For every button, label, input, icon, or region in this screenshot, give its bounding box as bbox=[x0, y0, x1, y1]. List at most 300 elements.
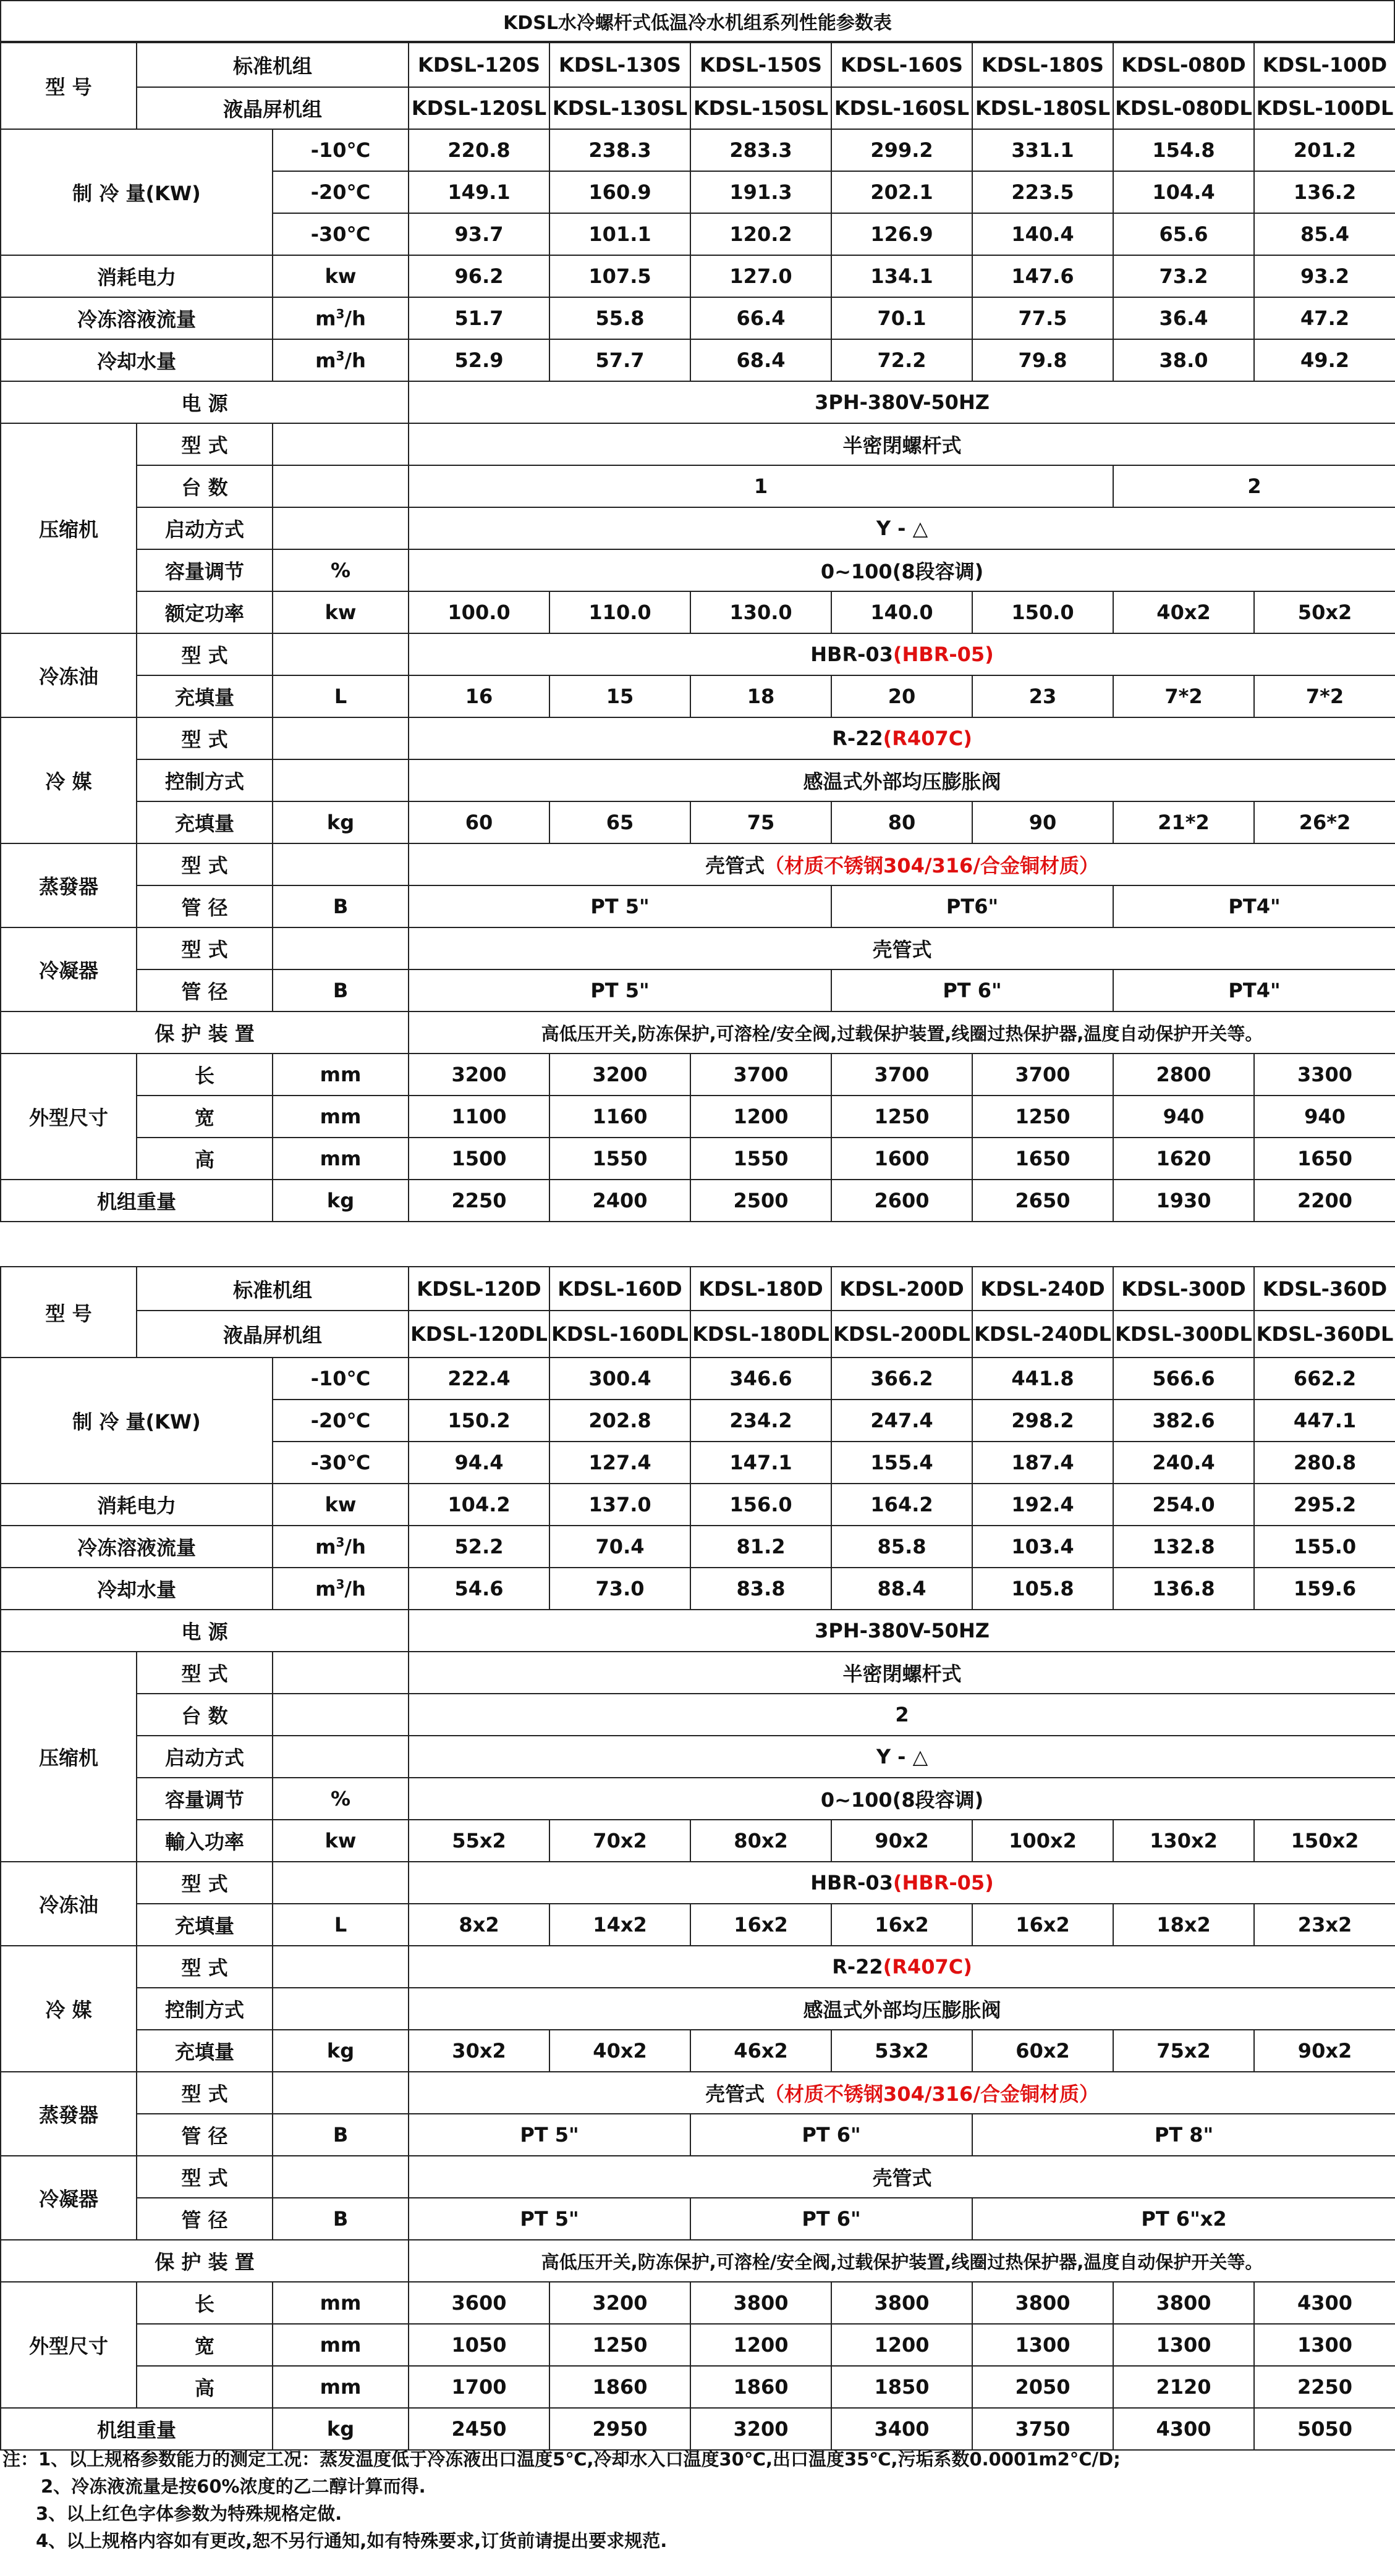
cool20-0: 149.1 bbox=[409, 171, 549, 213]
cool30-2: 147.1 bbox=[690, 1442, 831, 1484]
start-label: 启动方式 bbox=[137, 507, 273, 549]
table-row bbox=[1, 549, 1395, 591]
temp-10: -10℃ bbox=[273, 129, 409, 171]
type-label: 型 式 bbox=[137, 1946, 273, 1988]
cool10-1: 238.3 bbox=[549, 129, 690, 171]
compressor-label: 压缩机 bbox=[1, 1652, 137, 1862]
water-5: 38.0 bbox=[1113, 339, 1254, 381]
brine-1: 55.8 bbox=[549, 297, 690, 339]
weight-6: 2200 bbox=[1254, 1180, 1395, 1222]
evap-type bbox=[409, 843, 1395, 885]
oil-fill-5: 7*2 bbox=[1113, 675, 1254, 717]
table-row bbox=[1, 1820, 1395, 1862]
unit-mm: mm bbox=[273, 2282, 409, 2324]
standard-model-3: KDSL-160S bbox=[831, 43, 972, 87]
unit-kw: kw bbox=[273, 1484, 409, 1526]
count-b: 2 bbox=[1113, 465, 1395, 507]
ref-fill-6: 90x2 bbox=[1254, 2030, 1395, 2072]
length-2: 3700 bbox=[690, 1054, 831, 1096]
table-row bbox=[1, 507, 1395, 549]
cool10-2: 283.3 bbox=[690, 129, 831, 171]
table-row bbox=[1, 1222, 1395, 1264]
oil-fill-1: 14x2 bbox=[549, 1904, 690, 1946]
cool20-4: 298.2 bbox=[972, 1400, 1113, 1442]
lcd-label: 液晶屏机组 bbox=[137, 87, 409, 129]
cool10-6: 201.2 bbox=[1254, 129, 1395, 171]
brine-2: 66.4 bbox=[690, 297, 831, 339]
water-0: 52.9 bbox=[409, 339, 549, 381]
cool10-3: 299.2 bbox=[831, 129, 972, 171]
table-row bbox=[1, 1484, 1395, 1526]
fill-label: 充填量 bbox=[137, 801, 273, 843]
width-3: 1200 bbox=[831, 2324, 972, 2366]
oil-fill-0: 16 bbox=[409, 675, 549, 717]
water-2: 68.4 bbox=[690, 339, 831, 381]
brine-6: 155.0 bbox=[1254, 1526, 1395, 1568]
pipe-label: 管 径 bbox=[137, 2198, 273, 2240]
table-row bbox=[1, 339, 1395, 381]
table-row bbox=[1, 1054, 1395, 1096]
oil-label: 冷冻油 bbox=[1, 633, 137, 717]
ref-fill-5: 21*2 bbox=[1113, 801, 1254, 843]
protection-label: 保 护 装 置 bbox=[1, 1011, 409, 1054]
ref-type bbox=[409, 717, 1395, 759]
lcd-model-4: KDSL-240DL bbox=[972, 1311, 1113, 1358]
brine-6: 47.2 bbox=[1254, 297, 1395, 339]
table-row bbox=[1, 1138, 1395, 1180]
cool30-0: 93.7 bbox=[409, 213, 549, 255]
height-5: 1620 bbox=[1113, 1138, 1254, 1180]
control: 感温式外部均压膨胀阀 bbox=[409, 759, 1395, 801]
dimensions-label: 外型尺寸 bbox=[1, 2282, 137, 2408]
length-5: 2800 bbox=[1113, 1054, 1254, 1096]
brine-4: 103.4 bbox=[972, 1526, 1113, 1568]
empty-unit bbox=[273, 843, 409, 885]
empty-unit bbox=[273, 633, 409, 675]
evap-pipe-1: PT 6" bbox=[690, 2114, 972, 2156]
power-1: 107.5 bbox=[549, 255, 690, 297]
evaporator-label: 蒸發器 bbox=[1, 843, 137, 927]
cool10-2: 346.6 bbox=[690, 1358, 831, 1400]
width-label: 宽 bbox=[137, 1096, 273, 1138]
empty-unit bbox=[273, 2072, 409, 2114]
lcd-model-1: KDSL-130SL bbox=[549, 87, 690, 129]
temp-20: -20℃ bbox=[273, 171, 409, 213]
note-3: 3、以上红色字体参数为特殊规格定做. bbox=[36, 2503, 342, 2524]
water-5: 136.8 bbox=[1113, 1568, 1254, 1610]
table-row bbox=[1, 1652, 1395, 1694]
unit-sup: 3 bbox=[336, 1576, 345, 1592]
start-method: Y - △ bbox=[409, 507, 1395, 549]
cool30-4: 140.4 bbox=[972, 213, 1113, 255]
standard-model-1: KDSL-130S bbox=[549, 43, 690, 87]
unit-base: m bbox=[315, 306, 336, 331]
rated-power-3: 90x2 bbox=[831, 1820, 972, 1862]
oil-fill-0: 8x2 bbox=[409, 1904, 549, 1946]
count-a: 1 bbox=[409, 465, 1113, 507]
width-2: 1200 bbox=[690, 1096, 831, 1138]
unit-m3h bbox=[273, 297, 409, 339]
table-row bbox=[1, 2030, 1395, 2072]
cool20-6: 447.1 bbox=[1254, 1400, 1395, 1442]
table-row bbox=[1, 717, 1395, 759]
standard-model-0: KDSL-120D bbox=[409, 1267, 549, 1311]
unit-percent: % bbox=[273, 549, 409, 591]
power-4: 147.6 bbox=[972, 255, 1113, 297]
cool10-6: 662.2 bbox=[1254, 1358, 1395, 1400]
ref-fill-2: 46x2 bbox=[690, 2030, 831, 2072]
unit-m3h bbox=[273, 339, 409, 381]
fill-label: 充填量 bbox=[137, 675, 273, 717]
rated-power-4: 150.0 bbox=[972, 591, 1113, 633]
voltage: 3PH-380V-50HZ bbox=[409, 381, 1395, 423]
condenser-label: 冷凝器 bbox=[1, 2156, 137, 2240]
oil-fill-1: 15 bbox=[549, 675, 690, 717]
comp-type: 半密閉螺杆式 bbox=[409, 1652, 1395, 1694]
ref-fill-5: 75x2 bbox=[1113, 2030, 1254, 2072]
length-1: 3200 bbox=[549, 2282, 690, 2324]
evap-type-special: （材质不锈钢304/316/合金铜材质） bbox=[765, 2082, 1100, 2106]
lcd-model-4: KDSL-180SL bbox=[972, 87, 1113, 129]
water-4: 105.8 bbox=[972, 1568, 1113, 1610]
control-label: 控制方式 bbox=[137, 759, 273, 801]
power-3: 134.1 bbox=[831, 255, 972, 297]
lcd-model-0: KDSL-120SL bbox=[409, 87, 549, 129]
cool10-4: 441.8 bbox=[972, 1358, 1113, 1400]
unit-end: /h bbox=[344, 1535, 366, 1559]
water-label: 冷却水量 bbox=[1, 1568, 273, 1610]
height-2: 1860 bbox=[690, 2366, 831, 2408]
table-row bbox=[1, 1988, 1395, 2030]
standard-model-6: KDSL-360D bbox=[1254, 1267, 1395, 1311]
table-row bbox=[1, 1610, 1395, 1652]
voltage: 3PH-380V-50HZ bbox=[409, 1610, 1395, 1652]
weight-3: 3400 bbox=[831, 2408, 972, 2450]
unit-mm: mm bbox=[273, 2324, 409, 2366]
lcd-model-3: KDSL-200DL bbox=[831, 1311, 972, 1358]
standard-model-5: KDSL-300D bbox=[1113, 1267, 1254, 1311]
note-4: 4、以上规格内容如有更改,恕不另行通知,如有特殊要求,订货前请提出要求规范. bbox=[36, 2530, 668, 2551]
cond-pipe-1: PT 6" bbox=[690, 2198, 972, 2240]
cond-pipe-2: PT4" bbox=[1113, 969, 1395, 1011]
cool10-4: 331.1 bbox=[972, 129, 1113, 171]
ref-fill-4: 90 bbox=[972, 801, 1113, 843]
unit-B: B bbox=[273, 2198, 409, 2240]
lcd-model-2: KDSL-150SL bbox=[690, 87, 831, 129]
standard-model-5: KDSL-080D bbox=[1113, 43, 1254, 87]
table-row bbox=[1, 591, 1395, 633]
empty-unit bbox=[273, 1862, 409, 1904]
table-row bbox=[1, 1096, 1395, 1138]
cond-pipe-0: PT 5" bbox=[409, 969, 831, 1011]
empty-unit bbox=[273, 465, 409, 507]
empty-unit bbox=[273, 423, 409, 465]
water-0: 54.6 bbox=[409, 1568, 549, 1610]
rated-power-2: 80x2 bbox=[690, 1820, 831, 1862]
cool30-3: 155.4 bbox=[831, 1442, 972, 1484]
height-0: 1700 bbox=[409, 2366, 549, 2408]
length-5: 3800 bbox=[1113, 2282, 1254, 2324]
rated-power-6: 150x2 bbox=[1254, 1820, 1395, 1862]
comp-type: 半密閉螺杆式 bbox=[409, 423, 1395, 465]
temp-30: -30℃ bbox=[273, 1442, 409, 1484]
ref-fill-1: 40x2 bbox=[549, 2030, 690, 2072]
evap-pipe-1: PT6" bbox=[831, 885, 1113, 927]
capacity: 0~100(8段容调) bbox=[409, 549, 1395, 591]
rated-power-0: 100.0 bbox=[409, 591, 549, 633]
standard-model-3: KDSL-200D bbox=[831, 1267, 972, 1311]
ref-type bbox=[409, 1946, 1395, 1988]
weight-4: 3750 bbox=[972, 2408, 1113, 2450]
length-2: 3800 bbox=[690, 2282, 831, 2324]
empty-unit bbox=[273, 1988, 409, 2030]
power-label: 消耗电力 bbox=[1, 1484, 273, 1526]
cool20-5: 382.6 bbox=[1113, 1400, 1254, 1442]
evap-type-base: 壳管式 bbox=[705, 2082, 765, 2106]
weight-0: 2250 bbox=[409, 1180, 549, 1222]
empty-unit bbox=[273, 759, 409, 801]
count-label: 台 数 bbox=[137, 1694, 273, 1736]
water-6: 49.2 bbox=[1254, 339, 1395, 381]
unit-B: B bbox=[273, 885, 409, 927]
table-row bbox=[1, 43, 1395, 87]
power-supply-label: 电 源 bbox=[1, 1610, 409, 1652]
cool20-6: 136.2 bbox=[1254, 171, 1395, 213]
temp-10: -10℃ bbox=[273, 1358, 409, 1400]
standard-model-6: KDSL-100D bbox=[1254, 43, 1395, 87]
unit-end: /h bbox=[344, 306, 366, 331]
table-row bbox=[1, 1694, 1395, 1736]
length-0: 3200 bbox=[409, 1054, 549, 1096]
table-row bbox=[1, 87, 1395, 129]
brine-label: 冷冻溶液流量 bbox=[1, 297, 273, 339]
rated-power-6: 50x2 bbox=[1254, 591, 1395, 633]
table-row bbox=[1, 1904, 1395, 1946]
cool20-0: 150.2 bbox=[409, 1400, 549, 1442]
brine-3: 85.8 bbox=[831, 1526, 972, 1568]
width-3: 1250 bbox=[831, 1096, 972, 1138]
length-6: 4300 bbox=[1254, 2282, 1395, 2324]
unit-end: /h bbox=[344, 348, 366, 373]
cool10-0: 220.8 bbox=[409, 129, 549, 171]
oil-fill-4: 16x2 bbox=[972, 1904, 1113, 1946]
length-4: 3700 bbox=[972, 1054, 1113, 1096]
note-2: 2、冷冻液流量是按60%浓度的乙二醇计算而得. bbox=[41, 2476, 426, 2497]
count-label: 台 数 bbox=[137, 465, 273, 507]
table-row bbox=[1, 1311, 1395, 1358]
cool20-1: 202.8 bbox=[549, 1400, 690, 1442]
table-row bbox=[1, 927, 1395, 969]
weight-5: 4300 bbox=[1113, 2408, 1254, 2450]
unit-mm: mm bbox=[273, 1096, 409, 1138]
unit-sup: 3 bbox=[336, 1534, 345, 1550]
unit-base: m bbox=[315, 1577, 336, 1601]
standard-model-4: KDSL-240D bbox=[972, 1267, 1113, 1311]
type-label: 型 式 bbox=[137, 2072, 273, 2114]
length-1: 3200 bbox=[549, 1054, 690, 1096]
compressor-label: 压缩机 bbox=[1, 423, 137, 633]
table-row bbox=[1, 255, 1395, 297]
weight-0: 2450 bbox=[409, 2408, 549, 2450]
ref-type-base: R-22 bbox=[832, 727, 883, 750]
table-row bbox=[1, 801, 1395, 843]
rated-power-label: 輸入功率 bbox=[137, 1820, 273, 1862]
table-row bbox=[1, 2156, 1395, 2198]
cool30-0: 94.4 bbox=[409, 1442, 549, 1484]
unit-sup: 3 bbox=[336, 348, 345, 363]
unit-L: L bbox=[273, 1904, 409, 1946]
empty-unit bbox=[273, 1694, 409, 1736]
cond-pipe-1: PT 6" bbox=[831, 969, 1113, 1011]
unit-kg: kg bbox=[273, 801, 409, 843]
cool10-1: 300.4 bbox=[549, 1358, 690, 1400]
width-5: 1300 bbox=[1113, 2324, 1254, 2366]
brine-4: 77.5 bbox=[972, 297, 1113, 339]
table-row bbox=[1, 759, 1395, 801]
width-6: 940 bbox=[1254, 1096, 1395, 1138]
height-6: 2250 bbox=[1254, 2366, 1395, 2408]
temp-30: -30℃ bbox=[273, 213, 409, 255]
table-row bbox=[1, 843, 1395, 885]
cool10-3: 366.2 bbox=[831, 1358, 972, 1400]
unit-kg: kg bbox=[273, 2408, 409, 2450]
weight-6: 5050 bbox=[1254, 2408, 1395, 2450]
spec-table-2 bbox=[0, 1266, 1395, 2576]
unit-kg: kg bbox=[273, 1180, 409, 1222]
weight-4: 2650 bbox=[972, 1180, 1113, 1222]
rated-power-3: 140.0 bbox=[831, 591, 972, 633]
cool10-5: 154.8 bbox=[1113, 129, 1254, 171]
table-row bbox=[1, 1736, 1395, 1778]
standard-label: 标准机组 bbox=[137, 43, 409, 87]
evap-pipe-2: PT4" bbox=[1113, 885, 1395, 927]
oil-type bbox=[409, 633, 1395, 675]
length-0: 3600 bbox=[409, 2282, 549, 2324]
oil-fill-2: 18 bbox=[690, 675, 831, 717]
length-label: 长 bbox=[137, 2282, 273, 2324]
ref-fill-3: 53x2 bbox=[831, 2030, 972, 2072]
unit-B: B bbox=[273, 2114, 409, 2156]
table-row bbox=[1, 2408, 1395, 2450]
length-3: 3800 bbox=[831, 2282, 972, 2324]
oil-fill-3: 20 bbox=[831, 675, 972, 717]
oil-type-base: HBR-03 bbox=[810, 1871, 893, 1894]
power-0: 96.2 bbox=[409, 255, 549, 297]
table-row bbox=[1, 1778, 1395, 1820]
notes bbox=[0, 2446, 1395, 2554]
control: 感温式外部均压膨胀阀 bbox=[409, 1988, 1395, 2030]
spec-table-1 bbox=[0, 42, 1395, 1348]
lcd-model-6: KDSL-360DL bbox=[1254, 1311, 1395, 1358]
brine-0: 52.2 bbox=[409, 1526, 549, 1568]
cond-type: 壳管式 bbox=[409, 927, 1395, 969]
standard-model-2: KDSL-150S bbox=[690, 43, 831, 87]
empty-unit bbox=[273, 1946, 409, 1988]
oil-fill-2: 16x2 bbox=[690, 1904, 831, 1946]
height-1: 1860 bbox=[549, 2366, 690, 2408]
length-3: 3700 bbox=[831, 1054, 972, 1096]
ref-fill-3: 80 bbox=[831, 801, 972, 843]
capacity: 0~100(8段容调) bbox=[409, 1778, 1395, 1820]
height-2: 1550 bbox=[690, 1138, 831, 1180]
unit-kw: kw bbox=[273, 1820, 409, 1862]
power-4: 192.4 bbox=[972, 1484, 1113, 1526]
power-3: 164.2 bbox=[831, 1484, 972, 1526]
table-row bbox=[1, 1862, 1395, 1904]
height-4: 1650 bbox=[972, 1138, 1113, 1180]
table-row bbox=[1, 381, 1395, 423]
standard-model-2: KDSL-180D bbox=[690, 1267, 831, 1311]
ref-type-special: (R407C) bbox=[883, 1955, 972, 1978]
table-row bbox=[1, 969, 1395, 1011]
width-6: 1300 bbox=[1254, 2324, 1395, 2366]
pipe-label: 管 径 bbox=[137, 885, 273, 927]
type-label: 型 式 bbox=[137, 717, 273, 759]
weight-3: 2600 bbox=[831, 1180, 972, 1222]
table-row bbox=[1, 2240, 1395, 2282]
rated-power-1: 110.0 bbox=[549, 591, 690, 633]
width-2: 1200 bbox=[690, 2324, 831, 2366]
model-label: 型 号 bbox=[1, 1267, 137, 1358]
lcd-model-2: KDSL-180DL bbox=[690, 1311, 831, 1358]
table-row bbox=[1, 1011, 1395, 1054]
cool30-6: 85.4 bbox=[1254, 213, 1395, 255]
fill-label: 充填量 bbox=[137, 2030, 273, 2072]
brine-0: 51.7 bbox=[409, 297, 549, 339]
unit-kg: kg bbox=[273, 2030, 409, 2072]
unit-mm: mm bbox=[273, 1054, 409, 1096]
brine-5: 132.8 bbox=[1113, 1526, 1254, 1568]
cool30-5: 240.4 bbox=[1113, 1442, 1254, 1484]
table-row bbox=[1, 1946, 1395, 1988]
weight-label: 机组重量 bbox=[1, 1180, 273, 1222]
standard-model-0: KDSL-120S bbox=[409, 43, 549, 87]
brine-3: 70.1 bbox=[831, 297, 972, 339]
height-3: 1850 bbox=[831, 2366, 972, 2408]
start-label: 启动方式 bbox=[137, 1736, 273, 1778]
type-label: 型 式 bbox=[137, 927, 273, 969]
table-row bbox=[1, 1526, 1395, 1568]
brine-label: 冷冻溶液流量 bbox=[1, 1526, 273, 1568]
sheet-title: KDSL水冷螺杆式低温冷水机组系列性能参数表 bbox=[0, 0, 1395, 42]
pipe-label: 管 径 bbox=[137, 969, 273, 1011]
length-4: 3800 bbox=[972, 2282, 1113, 2324]
height-6: 1650 bbox=[1254, 1138, 1395, 1180]
empty-unit bbox=[273, 717, 409, 759]
unit-m3h bbox=[273, 1568, 409, 1610]
control-label: 控制方式 bbox=[137, 1988, 273, 2030]
water-3: 72.2 bbox=[831, 339, 972, 381]
water-3: 88.4 bbox=[831, 1568, 972, 1610]
water-1: 57.7 bbox=[549, 339, 690, 381]
width-1: 1250 bbox=[549, 2324, 690, 2366]
refrigerant-label: 冷 媒 bbox=[1, 1946, 137, 2072]
weight-2: 2500 bbox=[690, 1180, 831, 1222]
unit-kw: kw bbox=[273, 255, 409, 297]
water-label: 冷却水量 bbox=[1, 339, 273, 381]
water-1: 73.0 bbox=[549, 1568, 690, 1610]
type-label: 型 式 bbox=[137, 843, 273, 885]
width-5: 940 bbox=[1113, 1096, 1254, 1138]
power-supply-label: 电 源 bbox=[1, 381, 409, 423]
cool30-1: 127.4 bbox=[549, 1442, 690, 1484]
empty-unit bbox=[273, 927, 409, 969]
height-1: 1550 bbox=[549, 1138, 690, 1180]
cool30-5: 65.6 bbox=[1113, 213, 1254, 255]
lcd-model-5: KDSL-300DL bbox=[1113, 1311, 1254, 1358]
lcd-model-6: KDSL-100DL bbox=[1254, 87, 1395, 129]
table-row bbox=[1, 1180, 1395, 1222]
